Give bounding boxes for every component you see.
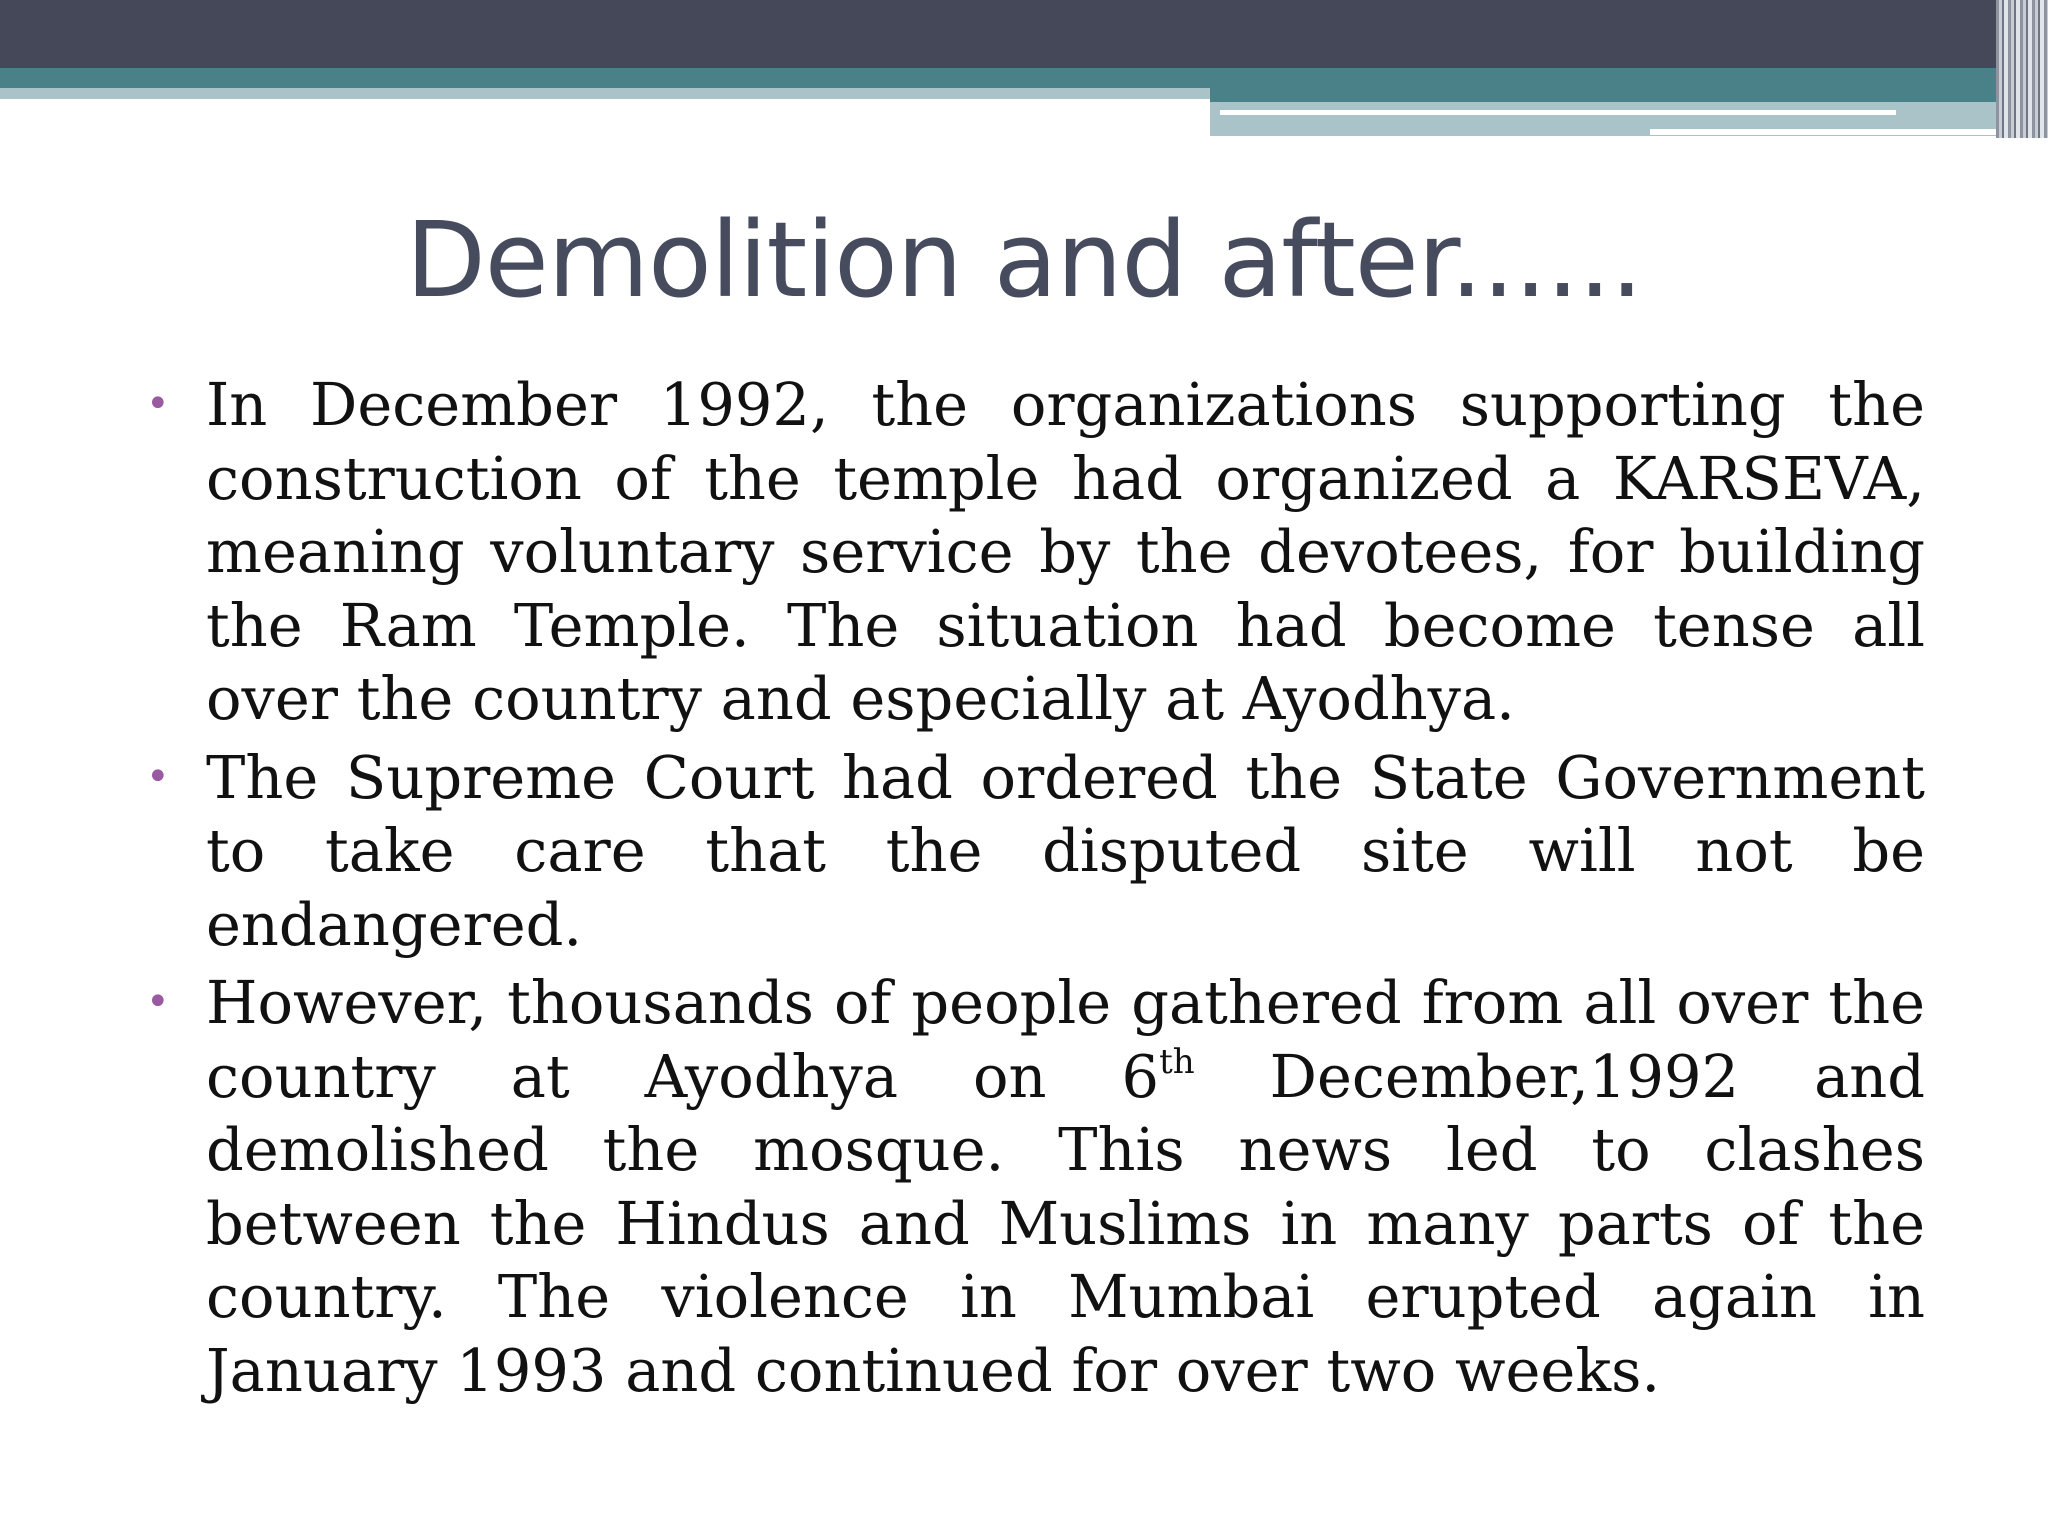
header-bar-light: [0, 88, 1210, 99]
bullet-item: [140, 966, 1925, 1407]
header-accent-line: [1220, 110, 1896, 115]
bullet-item: [140, 741, 1925, 962]
header-bar-teal-right: [1210, 88, 2000, 102]
bullet-icon: •: [146, 979, 170, 1025]
bullet-icon: •: [146, 381, 170, 427]
ordinal-superscript: th: [1159, 1041, 1195, 1082]
header-edge-stripes: [1996, 0, 2048, 138]
bullet-text-end: December,1992 and demolished the mosque. This news led to clashes between the Hindus and Muslims in many parts of the country. The violence in Mumbai erupted again in January 1993 and continued for over two weeks.: [206, 1041, 1926, 1405]
header-bar-teal: [0, 68, 2000, 88]
bullet-text: In December 1992, the organizations supporting the construction of the temple had organized a KARSEVA, meaning voluntary service by the devotees, for building the Ram Temple. The situation had become tense all over the country and especially at Ayodhya.: [206, 370, 1925, 733]
header-bar-dark: [0, 0, 2048, 68]
slide-title: Demolition and after......: [405, 199, 1643, 321]
bullet-list: [140, 368, 1925, 1407]
bullet-icon: •: [146, 753, 170, 800]
bullet-text: The Supreme Court had ordered the State Government to take care that the disputed site will not be endangered.: [206, 742, 1925, 959]
bullet-text-start: However, thousands of people gathered from all over the country at Ayodhya on 6: [206, 968, 1925, 1111]
header-accent-line-short: [1650, 129, 2000, 135]
bullet-item: [140, 368, 1925, 736]
